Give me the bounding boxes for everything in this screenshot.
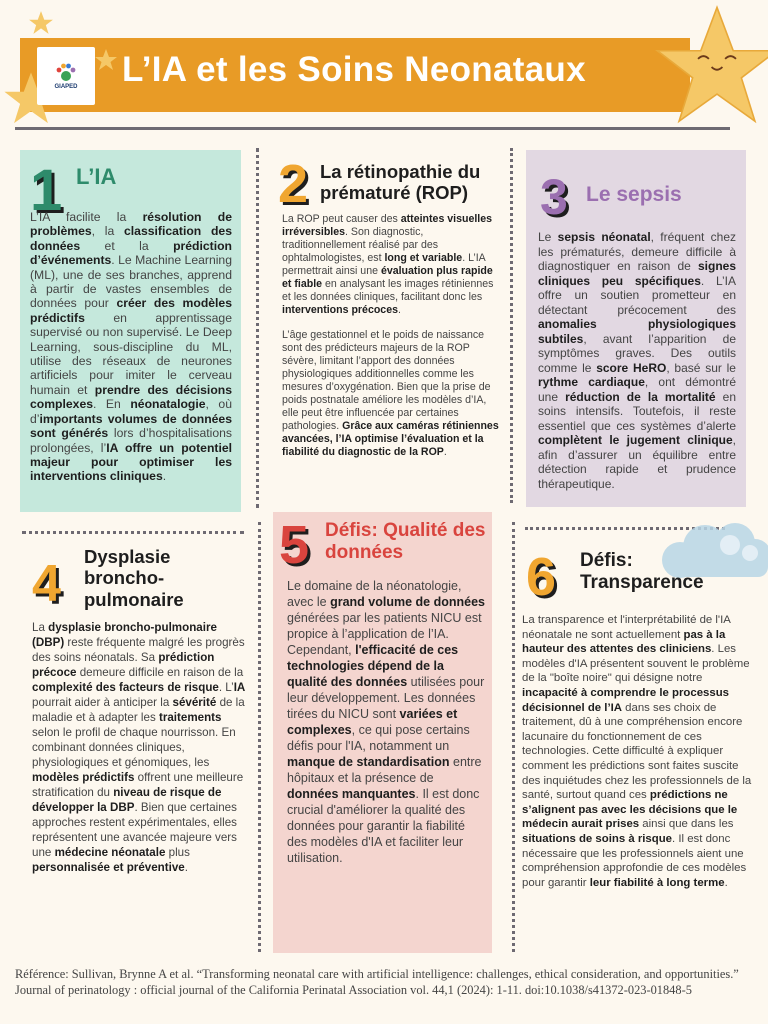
bold-text: classification des données bbox=[30, 224, 232, 253]
text: , la bbox=[91, 224, 125, 239]
reference-citation: Référence: Sullivan, Brynne A et al. “Transforming neonatal care with artificial intelligence: challenges, ethical consideration, and opportunities.” Journal of perinatology : official journal of the California Perinatal Association vol. 44,1 (2024): 1-11. doi:10.1038/s41372-023-01848-5 bbox=[15, 967, 739, 997]
bold-text: variées et complexes bbox=[287, 707, 458, 737]
dotted-divider bbox=[22, 531, 244, 534]
text: L’IA facilite la bbox=[30, 210, 143, 224]
section-body bbox=[32, 620, 250, 875]
text: La bbox=[32, 621, 49, 634]
text: reste fréquente malgré les progrès des soins néonatals. Sa bbox=[32, 636, 245, 664]
bold-text: incapacité à comprendre le processus décisionnel de l’IA bbox=[522, 686, 730, 714]
text: , ont démontré une bbox=[538, 375, 736, 404]
section-title: Défis: Transparence bbox=[580, 550, 704, 593]
bold-text: personnalisée et préventive bbox=[32, 861, 185, 874]
text: La transparence et l'interprétabilité de l'IA néonatale ne sont actuellement bbox=[522, 614, 731, 641]
text: . L’IA offre un soutien prometteur en détectant précocement des bbox=[538, 273, 736, 317]
section-6-card bbox=[522, 540, 758, 955]
dotted-divider bbox=[510, 148, 513, 503]
text: Le bbox=[538, 230, 558, 244]
text: Le domaine de la néonatologie, avec le bbox=[287, 579, 462, 609]
text: . Il est donc crucial d'améliorer la qualité des données pour garantir la fiabilité des modèles d'IA et faciliter leur utilisation. bbox=[287, 787, 480, 865]
section-title: Défis: Qualité des données bbox=[325, 520, 486, 563]
bold-text: IA offre un potentiel majeur pour optimiser les interventions cliniques bbox=[30, 440, 232, 484]
text: . L’ bbox=[218, 681, 234, 694]
text: . bbox=[397, 304, 401, 316]
text: , basé sur le bbox=[666, 360, 736, 375]
dotted-divider bbox=[256, 148, 259, 508]
text: . L’IA permettrait ainsi une bbox=[282, 252, 486, 277]
bold-text: long et variable bbox=[384, 252, 463, 264]
bold-text: complètent le jugement clinique bbox=[538, 433, 733, 447]
section-number: 2 bbox=[278, 154, 309, 214]
text: . bbox=[184, 861, 188, 874]
logo-text: GIAPED bbox=[54, 84, 78, 90]
bold-text: interventions précoces bbox=[282, 304, 398, 316]
bold-text: prendre des décisions complexes bbox=[30, 382, 232, 412]
text: , avant l’apparition de symptômes graves. Des outils comme le bbox=[538, 331, 736, 375]
text: , où d’ bbox=[30, 397, 232, 426]
bold-text: néonatalogie bbox=[130, 397, 206, 412]
bold-text: sepsis néonatal bbox=[557, 230, 651, 244]
text: dans ses choix de traitement, dû à une compréhension encore lacunaire du fonctionnement de ces technologies. Cette difficulté à expliquer comment les prédictions sont faites suscite des inquiétudes chez les professionnels de la santé, surtout quand ces bbox=[522, 701, 752, 802]
section-number: 3 bbox=[540, 169, 568, 225]
text: L’âge gestationnel et le poids de naissance sont des prédicteurs majeurs de la ROP sévère, limitant l’apport des données physiologiques additionnelles comme les mesures d’oxygénation. Bien que la prise de poids postnatale améliore les modèles d’IA, elle peut être influencée par certaines pathologies. bbox=[282, 329, 491, 432]
text: , afin d’assurer un équilibre entre détection rapide et prudence thérapeutique. bbox=[538, 433, 736, 491]
section-body bbox=[522, 613, 758, 890]
text: demeure difficile en raison de la bbox=[76, 666, 244, 679]
text: ainsi que dans les bbox=[639, 818, 734, 831]
text: en analysant les images rétiniennes et les données cliniques, facilitant donc les bbox=[282, 278, 494, 303]
section-title: Dysplasie broncho-pulmonaire bbox=[84, 546, 184, 610]
bold-text: rythme cardiaque bbox=[538, 375, 645, 389]
bold-text: sévérité bbox=[172, 696, 217, 709]
bold-text: prédiction d’événements bbox=[30, 238, 232, 268]
text: . Il est donc nécessaire que les professionnels aient une compréhension approfondie de ces modèles pour garantir bbox=[522, 832, 747, 889]
text: selon le profil de chaque nourrisson. En combinant données cliniques, physiologiques et génomiques, les bbox=[32, 726, 236, 769]
text: . bbox=[162, 469, 167, 484]
header-divider bbox=[15, 127, 730, 130]
bold-text: IA bbox=[233, 681, 246, 694]
star-decoration-icon bbox=[94, 48, 118, 72]
section-number: 1 bbox=[30, 158, 63, 223]
text: et la bbox=[80, 238, 174, 253]
text: utilisées pour leur développement. Les données tirées du NICU sont bbox=[287, 675, 485, 721]
paragraph bbox=[287, 578, 487, 866]
section-5-card bbox=[273, 512, 492, 953]
section-number: 4 bbox=[32, 555, 61, 613]
bold-text: signes cliniques peu spécifiques bbox=[538, 259, 736, 288]
section-title: Le sepsis bbox=[586, 183, 682, 206]
bold-text: atteintes visuelles irréversibles bbox=[282, 213, 493, 238]
paragraph bbox=[538, 230, 736, 491]
section-4-card bbox=[30, 540, 250, 950]
bold-text: importants volumes de données sont générés bbox=[30, 411, 232, 441]
dotted-divider bbox=[258, 522, 261, 952]
paragraph bbox=[282, 213, 502, 317]
bold-text: prédictions ne s’alignent pas avec les décisions que le médecin aurait prises bbox=[522, 789, 738, 831]
text: . En bbox=[93, 397, 131, 412]
bold-text: niveau de risque de développer la DBP bbox=[32, 786, 222, 814]
bold-text: dysplasie broncho-pulmonaire (DBP) bbox=[32, 621, 217, 649]
bold-text: données manquantes bbox=[287, 787, 416, 801]
bold-text: anomalies physiologiques subtiles bbox=[538, 317, 736, 346]
paragraph bbox=[282, 329, 502, 459]
smiling-star-icon bbox=[652, 2, 768, 132]
section-body bbox=[538, 230, 736, 491]
text: . Les modèles d'IA présentent souvent le problème de la "boîte noire" qui désigne notre bbox=[522, 643, 750, 685]
section-3-card bbox=[526, 150, 746, 507]
giaped-logo bbox=[37, 47, 95, 105]
text: plus bbox=[165, 846, 190, 859]
text: générées par les patients NICU est propice à l’application de l’IA. Cependant, bbox=[287, 611, 482, 657]
star-decoration-icon bbox=[28, 10, 54, 36]
text: . bbox=[443, 446, 447, 458]
bold-text: pas à la hauteur des attentes des cliniciens bbox=[522, 628, 726, 656]
dotted-divider bbox=[512, 522, 515, 952]
text: La ROP peut causer des bbox=[282, 213, 401, 225]
text: en apprentissage supervisé ou non supervisé. Le Deep Learning, sous-discipline du ML, utilise des réseaux de neurones artificiels pour imiter le cerveau humain et bbox=[30, 310, 232, 397]
paragraph bbox=[32, 620, 250, 875]
bold-text: résolution de problèmes bbox=[30, 210, 232, 239]
section-title: L’IA bbox=[76, 164, 117, 189]
bold-text: score HeRO bbox=[596, 360, 667, 375]
section-1-card bbox=[20, 150, 241, 512]
text: pourrait aider à anticiper la bbox=[32, 696, 173, 709]
paw-logo-icon bbox=[55, 62, 77, 82]
bold-text: modèles prédictifs bbox=[32, 771, 135, 784]
bold-text: créer des modèles prédictifs bbox=[30, 296, 232, 325]
text: . Le Machine Learning (ML), une de ses branches, apprend à partir de vastes ensembles de données pour bbox=[30, 253, 232, 311]
bold-text: traitements bbox=[158, 711, 222, 724]
text: . Bien que certaines approches restent expérimentales, elles représentent une avancée majeure vers une bbox=[32, 801, 237, 859]
bold-text: prédiction précoce bbox=[32, 651, 215, 679]
text: , fréquent chez les prématurés, demeure difficile à diagnostiquer en raison de bbox=[538, 230, 736, 273]
text: en soins intensifs. Toutefois, il reste essentiel que ces systèmes d’alerte bbox=[538, 389, 736, 433]
bold-text: leur fiabilité à long terme bbox=[589, 876, 725, 889]
section-body bbox=[287, 578, 487, 866]
text: offrent une meilleure stratification du bbox=[32, 771, 244, 799]
bold-text: manque de standardisation bbox=[287, 755, 450, 769]
section-title: La rétinopathie du prématuré (ROP) bbox=[320, 161, 481, 204]
section-number: 6 bbox=[526, 547, 557, 607]
section-body bbox=[282, 213, 502, 459]
text: entre hôpitaux et la présence de bbox=[287, 755, 482, 785]
section-number: 5 bbox=[279, 515, 310, 575]
text: . bbox=[724, 876, 728, 889]
bold-text: complexité des facteurs de risque bbox=[32, 681, 219, 694]
bold-text: Grâce aux caméras rétiniennes avancées, l’IA optimise l’évaluation et la fiabilité du diagnostic de la ROP bbox=[282, 420, 499, 458]
bold-text: réduction de la mortalité bbox=[565, 389, 716, 404]
paragraph bbox=[522, 613, 758, 890]
text: lors d’hospitalisations prolongées, l’ bbox=[30, 426, 233, 455]
text: . Son diagnostic, traditionnellement réalisé par des ophtalmologistes, est bbox=[282, 226, 439, 264]
text: de la maladie et à adapter les bbox=[32, 696, 245, 724]
section-2-card bbox=[278, 155, 503, 495]
bold-text: évaluation plus rapide et fiable bbox=[282, 265, 493, 290]
bold-text: l'efficacité de ces technologies dépend de la qualité des données bbox=[287, 643, 459, 689]
bold-text: grand volume de données bbox=[330, 595, 485, 609]
section-body bbox=[30, 210, 232, 484]
text: , ce qui pose certains défis pour l'IA, notamment un bbox=[287, 723, 470, 753]
paragraph bbox=[30, 210, 232, 484]
bold-text: situations de soins à risque bbox=[522, 832, 673, 845]
page-title: L’IA et les Soins Neonataux bbox=[122, 50, 586, 89]
bold-text: médecine néonatale bbox=[54, 846, 166, 859]
